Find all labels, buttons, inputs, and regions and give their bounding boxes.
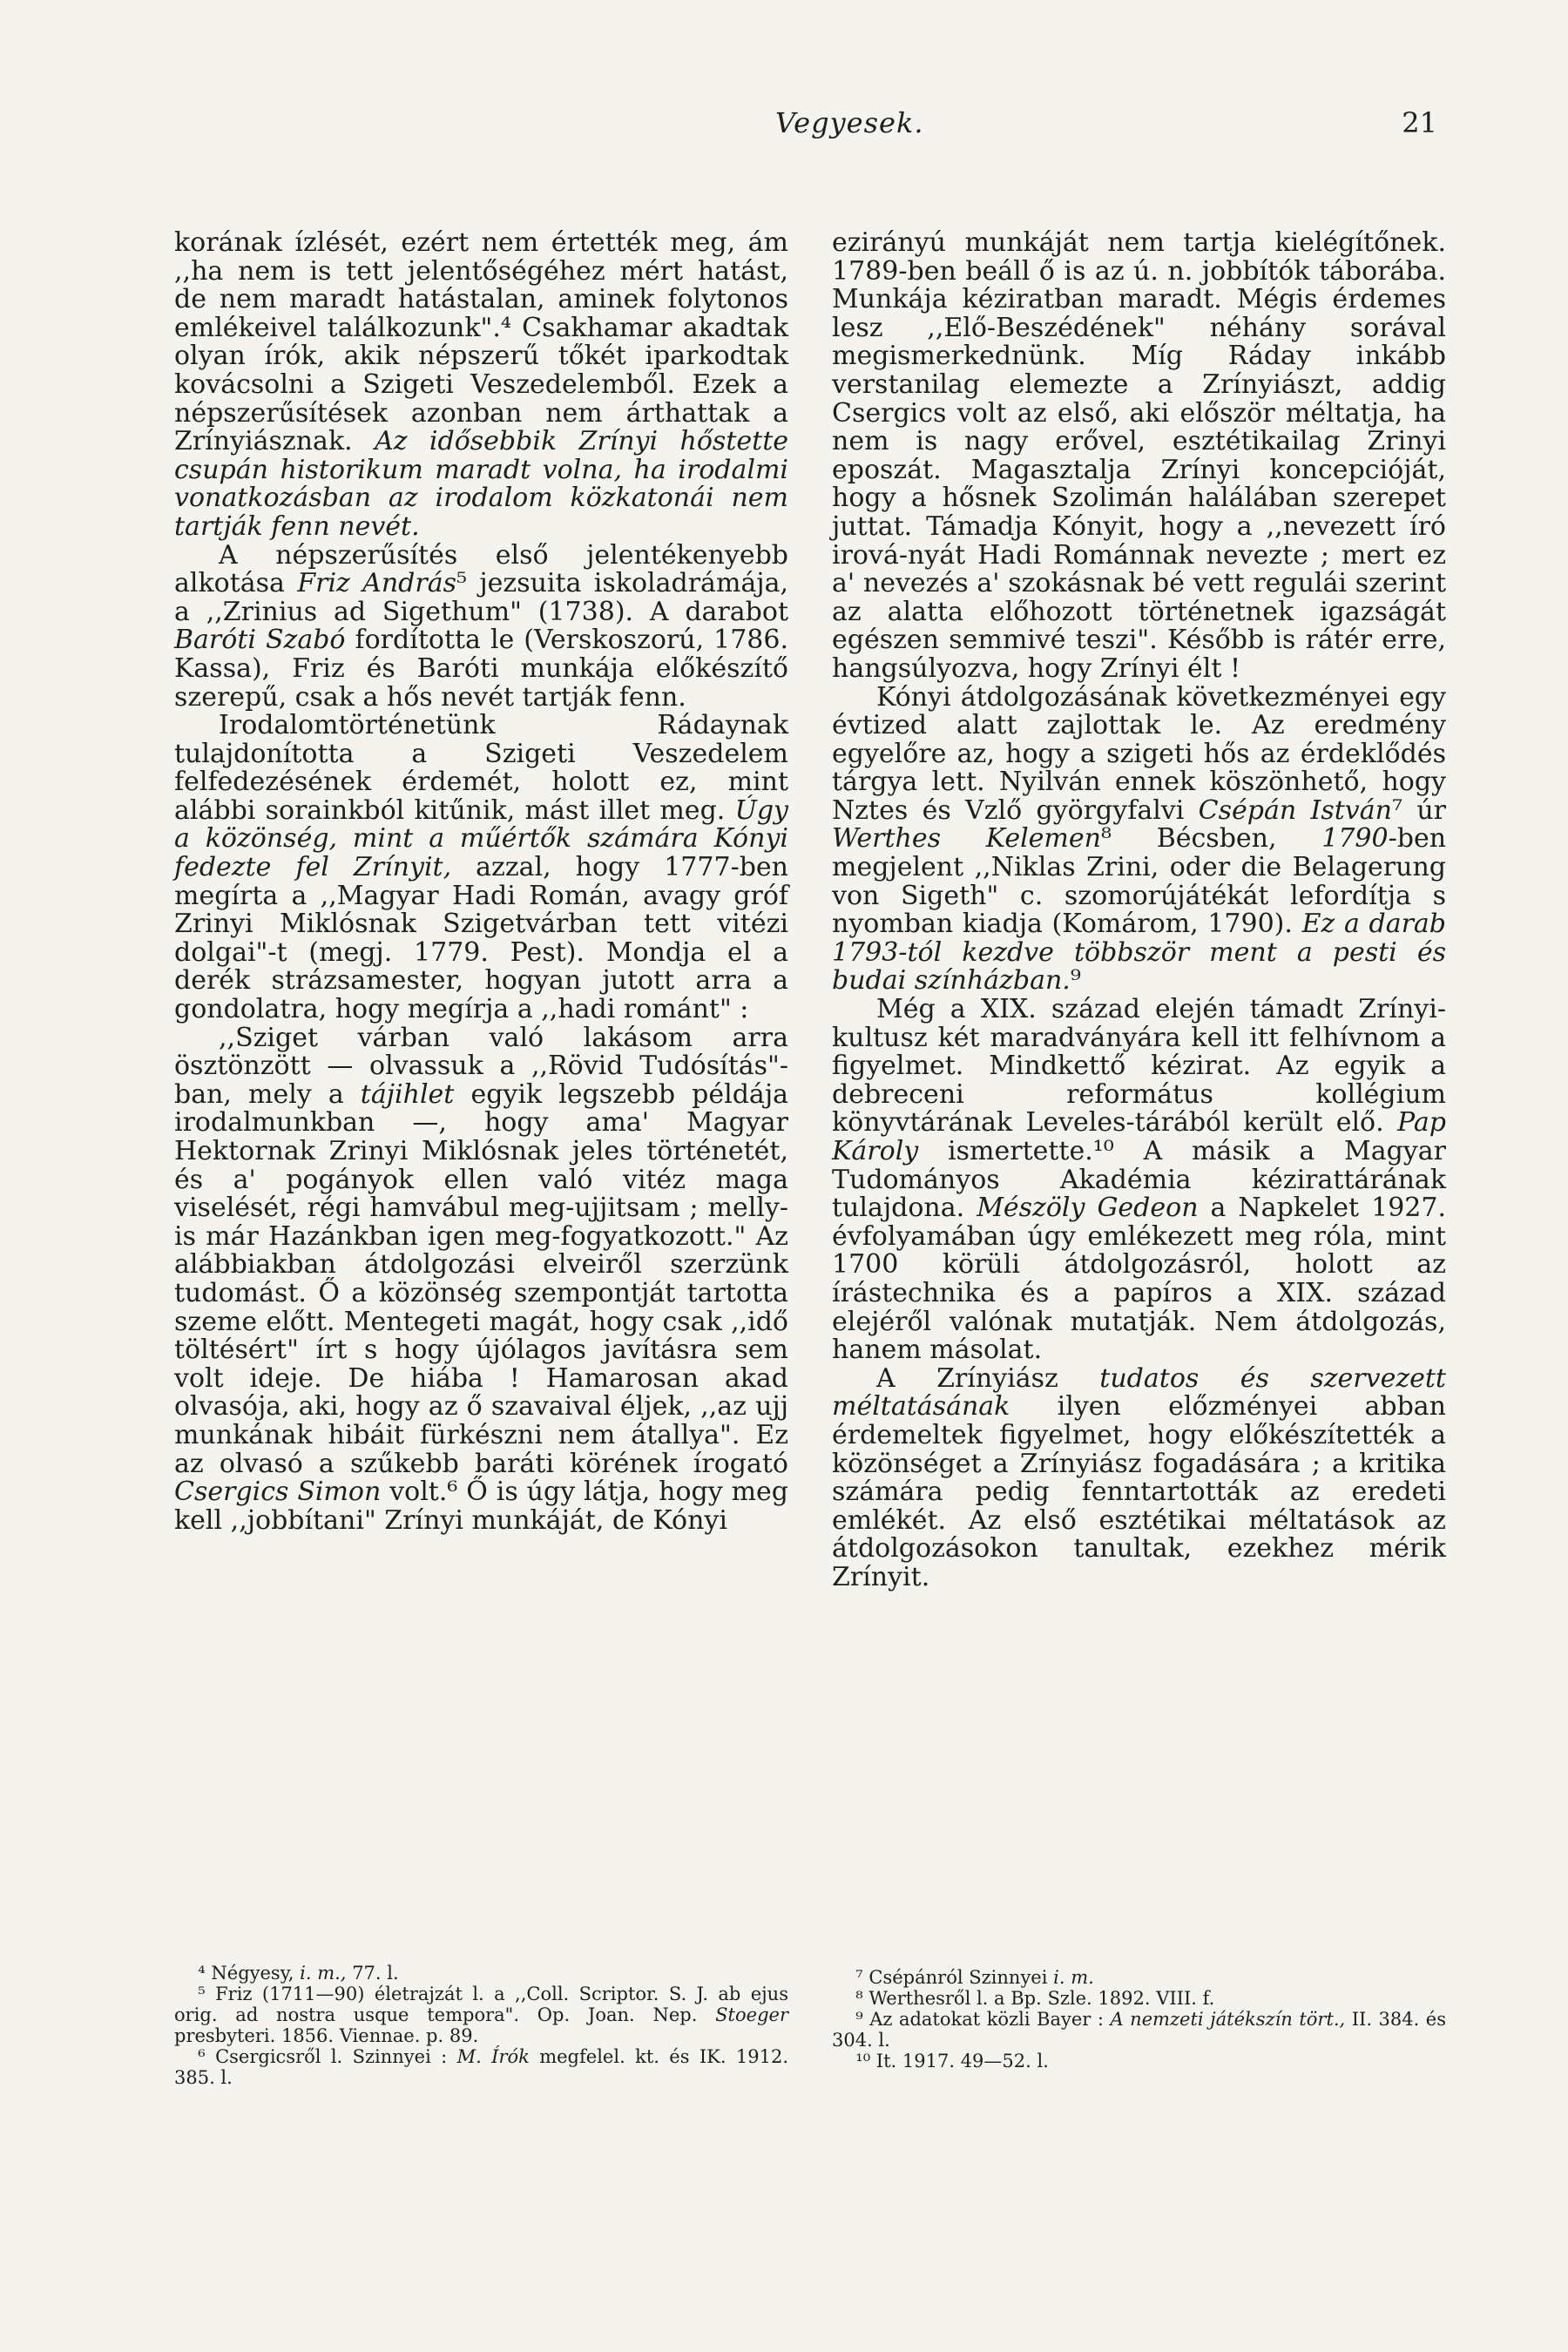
text-run: A Zrínyiász	[876, 1362, 1058, 1394]
text-run: ⁹	[1070, 965, 1081, 997]
text-run: ismertette.¹⁰ A másik a Magyar Tudományos Akadémia kézirattárának tulajdona.	[832, 1136, 1446, 1224]
text-run: ⁵ Friz (1711—90) életrajzát l. a ,,Coll. Scriptor. S. J. ab ejus orig. ad nostra usque tempora". Op. Joan. Nep.	[174, 1984, 788, 2025]
text-run: ben megjelent ,,Niklas Zrini, oder die Belagerung von Sigeth" c. szomorújátékát lefordítja s nyomban kiadja (Komárom, 1790).	[832, 823, 1447, 940]
text-run: presbyteri. 1856. Viennae. p. 89.	[174, 2025, 479, 2046]
text-run: Kónyi átdolgozásának következményei egy évtized alatt zajlottak le. Az eredmény egyelőre az, hogy a szigeti hős az érdeklődés tárgya lett. Nyilván ennek köszönhető, hogy Nztes és Vzlő györgyfalvi	[832, 681, 1446, 826]
italic-run: Csergics Simon	[174, 1477, 382, 1508]
italic-run: Az idősebbik Zrínyi hőstette csupán historikum maradt volna, ha irodalmi vonatkozásban az irodalom közkatonái nem tartják fenn nevét.	[174, 426, 788, 542]
footnote	[832, 1967, 1446, 1988]
text-run: megfelel. kt. és IK. 1912. 385. l.	[174, 2046, 788, 2088]
italic-run: tájihlet	[360, 1078, 455, 1110]
text-run: ,,Sziget várban való lakásom arra ösztönzött — olvassuk a ,,Rövid Tudósítás"-ban, mely a	[174, 1022, 788, 1110]
italic-run: A nemzeti játékszín tört.,	[1110, 2009, 1346, 2030]
footnote	[174, 1984, 788, 2046]
paragraph	[832, 996, 1446, 1365]
page-number: 21	[1402, 106, 1437, 139]
italic-run: Ez a darab 1793-tól kezdve többször ment a pesti és budai színházban.	[832, 909, 1447, 997]
text-run: fordította le (Verskoszorú, 1786. Kassa), Friz és Baróti munkája előkészítő szerepű, csak a hős nevét tartják fenn.	[174, 625, 788, 713]
text-run: ⁸ Bécsben,	[1100, 823, 1277, 855]
text-run: ⁷ Csépánról Szinnyei	[855, 1967, 1048, 1988]
italic-run: M. Írók	[456, 2046, 530, 2067]
italic-run: i. m.,	[300, 1963, 347, 1984]
paragraph	[174, 539, 788, 713]
text-run: Még a XIX. század elején támadt Zrínyi-kultusz két maradványára kell itt felhívnom a figyelmet. Mindkettő kézirat. Az egyik a debreceni református kollégium könyvtárának Leveles-tárából került elő.	[832, 994, 1446, 1139]
text-run: korának ízlését, ezért nem értették meg, ám ,,ha nem is tett jelentőségéhez mért hatást, de nem maradt hatástalan, aminek folytonos emlékeivel találkozunk".⁴ Csakhamar akadtak olyan írók, akik népszerű tőkét iparkodtak kovácsolni a Szigeti Veszedelemből. Ezek a népszerűsítések azonban nem árthattak a Zrínyiásznak.	[174, 227, 788, 457]
italic-run: tudatos és szervezett méltatásának	[832, 1362, 1446, 1423]
text-run: ilyen előzményei abban érdemeltek figyelmet, hogy előkészítették a közönséget a Zrínyiász fogadására ; a kritika számára pedig fenntartották az eredeti emlékét. Az első esztétikai méltatások az átdolgozásokon tanultak, ezekhez mérik Zrínyit.	[832, 1391, 1446, 1592]
italic-run: 1790-	[1321, 823, 1397, 855]
running-head: Vegyesek.	[775, 106, 924, 139]
paragraph	[832, 229, 1446, 684]
text-run: ezirányú munkáját nem tartja kielégítőnek. 1789-ben beáll ő is az ú. n. jobbítók táborába. Munkája kéziratban maradt. Mégis érdemes lesz ,,Elő-Beszédének" néhány sorával megismerkednünk. Míg Ráday inkább verstanilag elemezte a Zrínyiászt, addig Csergics volt az első, aki először méltatja, ha nem is nagy erővel, esztétikailag Zrinyi eposzát. Magasztalja Zrínyi koncepcióját, hogy a hősnek Szolimán halálában szerepet juttat. Támadja Kónyit, hogy a ,,nevezett író irová-nyát Hadi Románnak nevezte ; mert ez a' nevezés a' szokásnak bé vett regulái szerint az alatta előhozott történetnek igazságát egészen semmivé teszi". Később is rátér erre, hangsúlyozva, hogy Zrínyi élt !	[832, 227, 1446, 684]
footnotes-left	[174, 1963, 788, 2088]
text-run: volt.⁶ Ő is úgy látja, hogy meg kell ,,jobbítani" Zrínyi munkáját, de Kónyi	[174, 1477, 788, 1536]
italic-run: Úgy a közönség, mint a műértők számára Kónyi fedezte fel Zrínyit,	[174, 794, 788, 883]
text-run: A népszerűsítés első jelentékenyebb alkotása	[174, 539, 788, 599]
text-run: a Napkelet 1927. évfolyamában úgy emlékezett meg róla, mint 1700 körüli átdolgozásról, holott az írástechnika és a papíros a XIX. század elejéről valónak mutatják. Nem átdolgozás, hanem másolat.	[832, 1193, 1446, 1366]
text-run: Irodalomtörténetünk Rádaynak tulajdonította a Szigeti Veszedelem felfedezésének érdemét, holott ez, mint alábbi sorainkból kitűnik, mást illet meg.	[174, 710, 788, 826]
right-column	[832, 229, 1446, 1592]
paragraph	[832, 1362, 1446, 1592]
italic-run: Mészöly Gedeon	[977, 1193, 1199, 1224]
footnotes-right	[832, 1967, 1446, 2072]
footnote	[832, 2051, 1446, 2072]
text-run: ⁵ jezsuita iskoladrámája, a ,,Zrinius ad Sigethum" (1738). A darabot	[174, 568, 788, 627]
paragraph	[174, 712, 788, 1024]
italic-run: i. m.	[1053, 1967, 1094, 1988]
text-run: ⁹ Az adatokat közli Bayer :	[855, 2009, 1104, 2030]
italic-run: Werthes Kelemen	[832, 823, 1101, 855]
italic-run: Friz András	[297, 568, 456, 599]
text-run: 77. l.	[352, 1963, 399, 1984]
italic-run: Csépán István	[1198, 794, 1392, 826]
text-run: ¹⁰ It. 1917. 49—52. l.	[855, 2051, 1049, 2072]
left-column	[174, 229, 788, 1535]
paragraph	[174, 229, 788, 542]
text-run: egyik legszebb példája irodalmunkban —, hogy ama' Magyar Hektornak Zrinyi Miklósnak jeles történetét, és a' pogányok ellen való vitéz maga viselését, régi hamvábul meg-ujjitsam ; melly-is már Hazánkban igen meg-fogyatkozott." Az alábbiakban átdolgozási elveiről szerzünk tudomást. Ő a közönség szempontját tartotta szeme előtt. Mentegeti magát, hogy csak ,,idő töltésért" írt s hogy újólagos javításra sem volt ideje. De hiába ! Hamarosan akad olvasója, aki, hogy az ő szavaival éljek, ,,az ujj munkának hibáit fürkészni nem átallya". Ez az olvasó a szűkebb baráti körének írogató	[174, 1078, 789, 1479]
page-header	[174, 106, 1437, 159]
paragraph	[832, 681, 1447, 997]
italic-run: Baróti Szabó	[174, 625, 346, 656]
italic-run: Stoeger	[715, 2004, 788, 2025]
text-run: II. 384. és 304. l.	[832, 2009, 1446, 2051]
footnote	[174, 1963, 788, 1984]
text-run: ⁶ Csergicsről l. Szinnyei :	[198, 2046, 448, 2067]
text-run: ⁸ Werthesről l. a Bp. Szle. 1892. VIII. f.	[855, 1988, 1215, 2009]
footnote	[832, 1988, 1446, 2009]
footnote	[174, 2046, 788, 2088]
text-run: ⁴ Négyesy,	[198, 1963, 294, 1984]
footnote	[832, 2009, 1446, 2051]
text-run: azzal, hogy 1777-ben megírta a ,,Magyar Hadi Román, avagy gróf Zrinyi Miklósnak Szigetvárban tett vitézi dolgai"-t (megj. 1779. Pest). Mondja el a derék strázsamester, hogyan jutott arra a gondolatra, hogy megírja a ,,hadi románt" :	[174, 852, 788, 1025]
text-run: ⁷ úr	[1391, 794, 1446, 826]
italic-run: Pap Károly	[832, 1107, 1446, 1166]
paragraph	[174, 1024, 788, 1536]
